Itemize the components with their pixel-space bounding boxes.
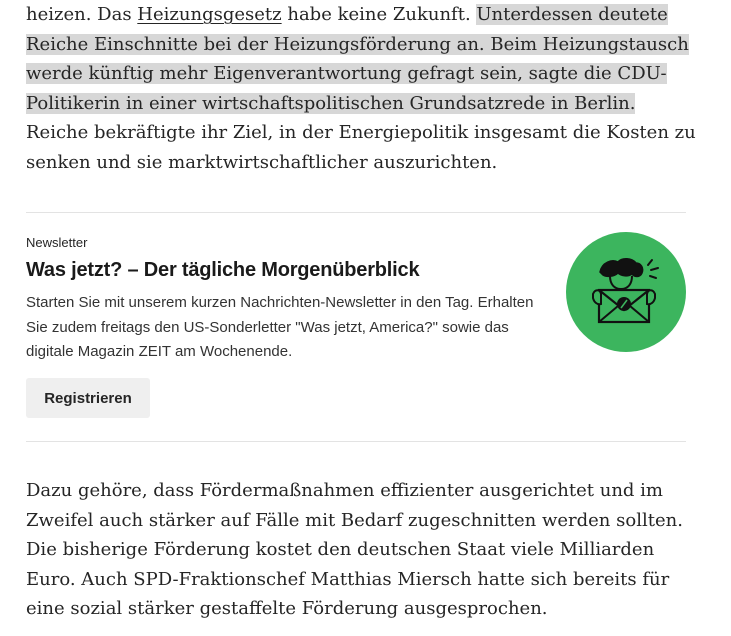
section-divider bbox=[26, 212, 686, 213]
highlighted-text-selection: Unterdessen deutete Reiche Einschnitte bei der Heizungsförderung an. Beim Heizungstausch werde künftig mehr Eigenverantwortung gefragt sein, sagte die CDU-Politikerin in einer wirtschaftspolitischen Grundsatzrede in Berlin. bbox=[26, 4, 689, 114]
newsletter-description: Starten Sie mit unserem kurzen Nachrichten-Newsletter in den Tag. Erhalten Sie zudem freitags den US-Sonderletter "Was jetzt, America?" sowie das digitale Magazin ZEIT am Wochenende. bbox=[26, 294, 534, 361]
newsletter-title: Was jetzt? – Der tägliche Morgenüberblick bbox=[26, 259, 420, 281]
register-button[interactable]: Registrieren bbox=[26, 378, 150, 418]
section-divider bbox=[26, 441, 686, 442]
newsletter-eyebrow: Newsletter bbox=[26, 235, 88, 250]
article-text-segment: habe keine Zukunft. bbox=[281, 4, 477, 25]
heizungsgesetz-link[interactable]: Heizungsgesetz bbox=[137, 4, 282, 25]
article-paragraph bbox=[26, 0, 696, 178]
envelope-person-illustration-icon bbox=[566, 232, 686, 352]
article-paragraph: Dazu gehöre, dass Fördermaßnahmen effizienter ausgerichtet und im Zweifel auch stärker auf Fälle mit Bedarf zugeschnitten werden sollten. Die bisherige Förderung kostet den deutschen Staat viele Milliarden Euro. Auch SPD-Fraktionschef Matthias Miersch hatte sich bereits für eine sozial stärker gestaffelte Förderung ausgesprochen. bbox=[26, 480, 683, 620]
article-text-segment: Reiche bekräftigte ihr Ziel, in der Energiepolitik insgesamt die Kosten zu senken und sie marktwirtschaftlicher auszurichten. bbox=[26, 122, 696, 173]
article-text-segment: heizen. Das bbox=[26, 4, 138, 25]
